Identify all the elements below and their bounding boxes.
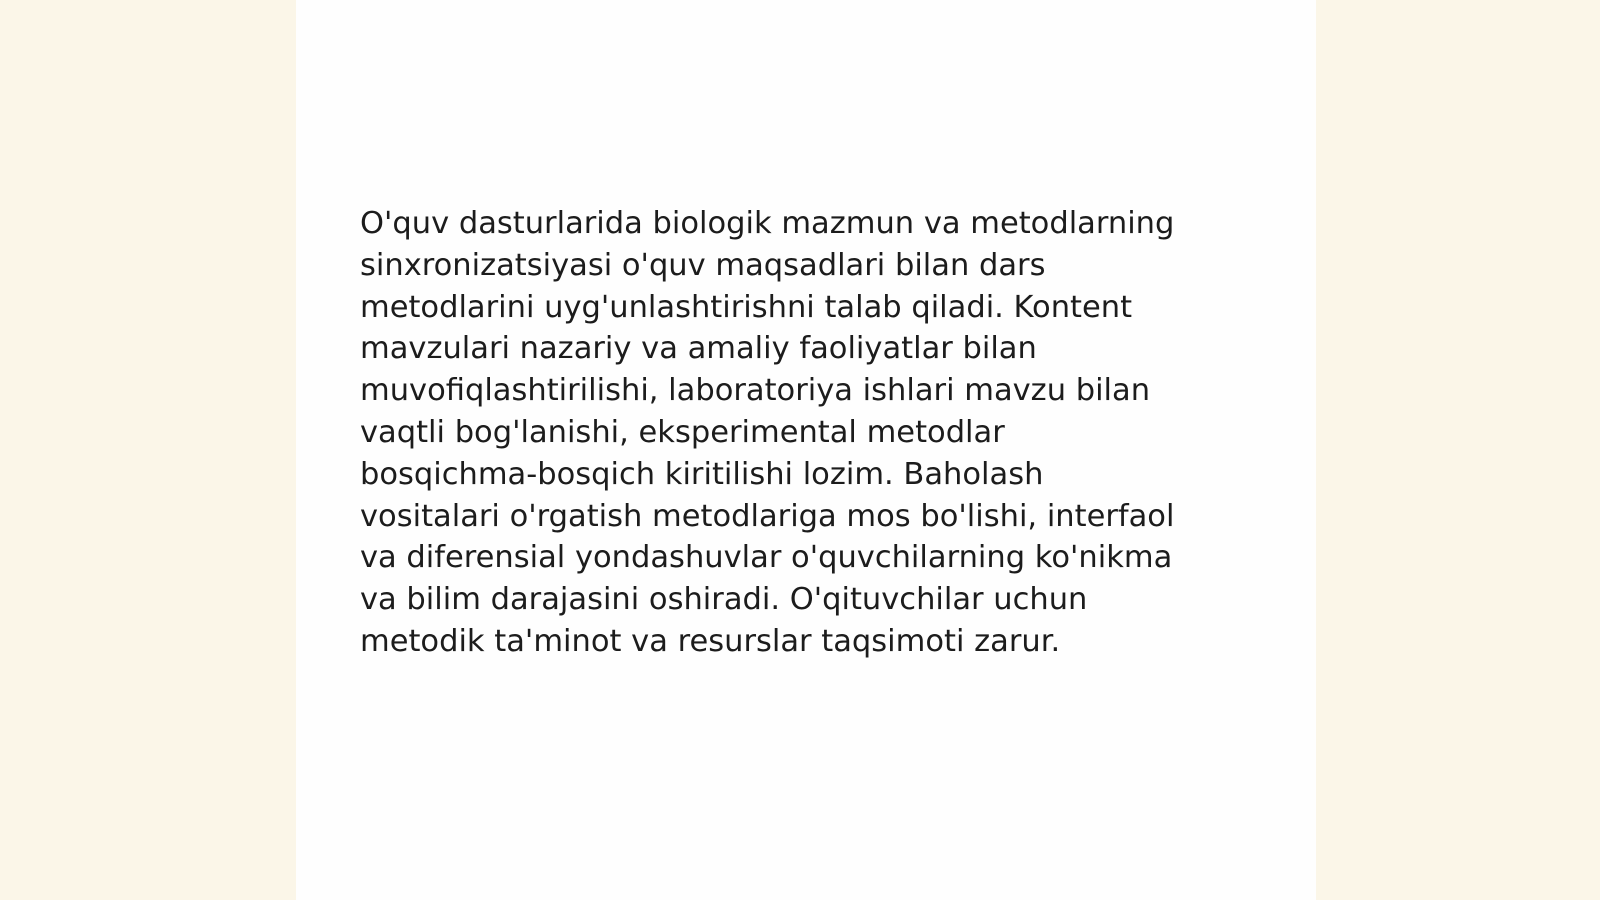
paragraph-line: va bilim darajasini oshiradi. O'qituvchilar uchun xyxy=(360,582,1088,618)
paragraph-line: metodlarini uyg'unlashtirishni talab qiladi. Kontent xyxy=(360,289,1133,325)
paragraph-line: sinxronizatsiyasi o'quv maqsadlari bilan dars xyxy=(360,247,1046,283)
paragraph-line: bosqichma-bosqich kiritilishi lozim. Baholash xyxy=(360,456,1044,492)
paragraph-line: mavzulari nazariy va amaliy faoliyatlar bilan xyxy=(360,331,1037,367)
body-paragraph xyxy=(360,203,1250,663)
paragraph-line: metodik ta'minot va resurslar taqsimoti zarur. xyxy=(360,623,1061,659)
paragraph-line: va diferensial yondashuvlar o'quvchilarning ko'nikma xyxy=(360,540,1173,576)
paragraph-line: O'quv dasturlarida biologik mazmun va metodlarning xyxy=(360,206,1175,241)
paragraph-line: muvofiqlashtirilishi, laboratoriya ishlari mavzu bilan xyxy=(360,373,1151,409)
paragraph-line: vaqtli bog'lanishi, eksperimental metodlar xyxy=(360,414,1005,450)
paragraph-line: vositalari o'rgatish metodlariga mos bo'lishi, interfaol xyxy=(360,498,1175,534)
document-page xyxy=(296,0,1316,900)
